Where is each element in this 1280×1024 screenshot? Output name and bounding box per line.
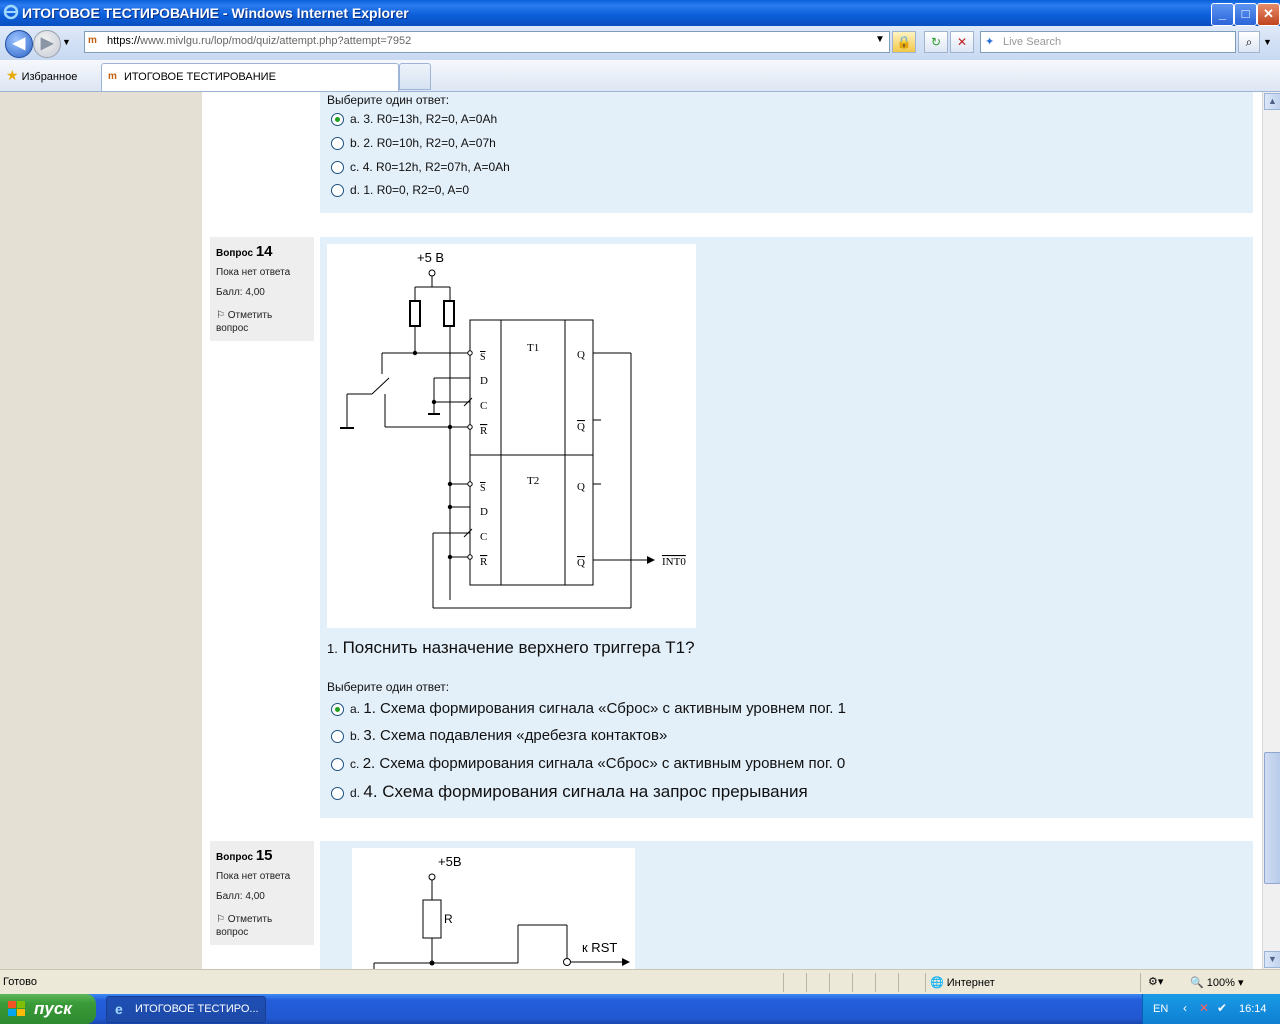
question-15-info <box>210 841 314 945</box>
t2-qbar-label: Q <box>577 557 585 569</box>
t1-label: T1 <box>527 342 540 354</box>
question-14-text: 1. Пояснить назначение верхнего триггера Т1? <box>327 638 695 657</box>
stop-button[interactable]: ✕ <box>950 31 974 53</box>
question-number: Вопрос 14 <box>216 243 273 260</box>
new-tab-button[interactable] <box>399 63 431 90</box>
flag-icon: ⚐ <box>216 914 225 925</box>
url-path: www.mivlgu.ru/lop/mod/quiz/attempt.php?attempt=7952 <box>140 35 412 47</box>
answer-option-a[interactable]: a. 1. Схема формирования сигнала «Сброс» с активным уровнем пог. 1 <box>331 700 846 717</box>
recent-pages-dropdown-icon[interactable]: ▼ <box>62 37 71 47</box>
radio-c[interactable] <box>331 161 344 174</box>
tab-active[interactable] <box>101 63 399 91</box>
security-lock-icon[interactable]: 🔒 <box>892 31 916 53</box>
ie-logo-icon <box>3 4 19 20</box>
radio-d[interactable] <box>331 184 344 197</box>
answer-prompt: Выберите один ответ: <box>327 93 450 107</box>
answer-option-d[interactable]: d. 1. R0=0, R2=0, A=0 <box>331 183 469 197</box>
close-button[interactable]: ✕ <box>1257 3 1280 26</box>
taskbar-ie-window[interactable] <box>106 996 266 1023</box>
taskbar-window-label: ИТОГОВОЕ ТЕСТИРО... <box>135 1003 259 1015</box>
navigation-bar <box>0 26 1280 61</box>
address-dropdown-icon[interactable]: ▼ <box>875 34 885 45</box>
answer-option-c[interactable]: c. 2. Схема формирования сигнала «Сброс» с активным уровнем пог. 0 <box>331 755 845 772</box>
reset-circuit-diagram <box>352 848 635 969</box>
flag-question-link[interactable]: ⚐ Отметить вопрос <box>216 310 273 334</box>
minimize-button[interactable]: _ <box>1211 3 1234 26</box>
flag-icon: ⚐ <box>216 310 225 321</box>
question-14-info <box>210 237 314 341</box>
radio-a[interactable] <box>331 113 344 126</box>
vertical-scrollbar[interactable] <box>1262 92 1280 969</box>
clock[interactable]: 16:14 <box>1239 1003 1267 1015</box>
refresh-button[interactable]: ↻ <box>924 31 948 53</box>
start-button[interactable] <box>0 994 96 1024</box>
left-column <box>0 92 202 969</box>
question-15-diagram <box>352 848 635 969</box>
answer-option-d[interactable]: d. 4. Схема формирования сигнала на запрос прерывания <box>331 782 808 802</box>
search-options-icon[interactable]: ▼ <box>1263 37 1272 47</box>
search-input[interactable] <box>980 31 1236 53</box>
radio-b[interactable] <box>331 137 344 150</box>
back-button[interactable]: ◀ <box>5 30 33 58</box>
status-bar <box>0 969 1280 995</box>
question-score: Балл: 4,00 <box>216 891 265 902</box>
site-favicon-icon: m <box>108 71 117 82</box>
address-bar[interactable] <box>84 31 890 53</box>
live-search-icon: ✦ <box>985 36 995 48</box>
t1-s-label: S <box>480 352 486 363</box>
star-icon: ★ <box>6 67 19 83</box>
search-placeholder: Live Search <box>1003 36 1062 48</box>
start-label: пуск <box>34 999 72 1018</box>
radio-b[interactable] <box>331 730 344 743</box>
forward-button[interactable]: ▶ <box>33 30 61 58</box>
scroll-up-arrow-icon[interactable]: ▲ <box>1264 93 1280 110</box>
search-go-button[interactable]: ⌕ <box>1238 31 1260 53</box>
url-scheme: https:// <box>107 35 141 47</box>
favorites-button[interactable] <box>6 67 77 84</box>
system-tray <box>1142 994 1280 1024</box>
t1-r-label: R <box>480 425 488 437</box>
window-title: ИТОГОВОЕ ТЕСТИРОВАНИЕ - Windows Internet Explorer <box>22 5 409 21</box>
windows-logo-icon <box>8 1001 26 1017</box>
int0-label: INT0 <box>662 556 686 568</box>
t2-q-label: Q <box>577 481 585 493</box>
question-number: Вопрос 15 <box>216 847 273 864</box>
title-bar <box>0 0 1280 26</box>
security-zone: 🌐 Интернет <box>930 977 995 989</box>
language-indicator[interactable]: EN <box>1153 1003 1169 1015</box>
page-content <box>0 92 1262 969</box>
t1-qbar-label: Q <box>577 421 585 433</box>
maximize-button[interactable]: □ <box>1234 3 1257 26</box>
protected-mode-icon[interactable]: ⚙▾ <box>1148 976 1164 988</box>
question-status: Пока нет ответа <box>216 871 291 882</box>
site-favicon-icon: m <box>88 35 97 46</box>
answer-option-a[interactable]: a. 3. R0=13h, R2=0, A=0Ah <box>331 112 497 126</box>
radio-d[interactable] <box>331 787 344 800</box>
t2-d-label: D <box>480 506 488 518</box>
circuit-diagram <box>327 244 696 628</box>
favorites-label: Избранное <box>21 71 78 83</box>
t1-q-label: Q <box>577 349 585 361</box>
supply-label: +5 В <box>417 250 445 265</box>
tab-title: ИТОГОВОЕ ТЕСТИРОВАНИЕ <box>124 71 276 83</box>
tray-expand-icon[interactable]: ‹ <box>1183 1001 1187 1015</box>
resistor-label: R <box>444 912 453 926</box>
scroll-down-arrow-icon[interactable]: ▼ <box>1264 951 1280 968</box>
supply-label: +5В <box>438 854 462 869</box>
t1-d-label: D <box>480 375 488 387</box>
answer-option-b[interactable]: b. 2. R0=10h, R2=0, A=07h <box>331 136 496 150</box>
question-score: Балл: 4,00 <box>216 287 265 298</box>
t2-label: T2 <box>527 475 540 487</box>
answer-prompt: Выберите один ответ: <box>327 680 450 694</box>
globe-icon: 🌐 <box>930 977 944 989</box>
network-icon[interactable]: ✕ <box>1199 1001 1210 1015</box>
favorites-bar <box>0 60 1280 92</box>
question-status: Пока нет ответа <box>216 267 291 278</box>
magnifier-icon: 🔍 <box>1190 977 1204 989</box>
t2-c-label: C <box>480 531 488 543</box>
t2-s-label: S <box>480 483 486 494</box>
address-url <box>107 35 411 47</box>
radio-a[interactable] <box>331 703 344 716</box>
t1-c-label: C <box>480 400 488 412</box>
scrollbar-thumb[interactable] <box>1264 752 1280 884</box>
flag-question-link[interactable]: ⚐ Отметить вопрос <box>216 914 273 938</box>
rst-label: к RST <box>582 940 618 955</box>
volume-icon[interactable]: ✔ <box>1217 1001 1228 1015</box>
zoom-level[interactable]: 🔍 100% ▾ <box>1190 977 1244 989</box>
status-text: Готово <box>3 976 37 988</box>
answer-option-c[interactable]: c. 4. R0=12h, R2=07h, A=0Ah <box>331 160 510 174</box>
ie-logo-icon: e <box>115 1001 123 1017</box>
t2-r-label: R <box>480 556 488 568</box>
question-14-diagram <box>327 244 696 628</box>
taskbar <box>0 994 1280 1024</box>
answer-option-b[interactable]: b. 3. Схема подавления «дребезга контактов» <box>331 727 667 744</box>
radio-c[interactable] <box>331 758 344 771</box>
